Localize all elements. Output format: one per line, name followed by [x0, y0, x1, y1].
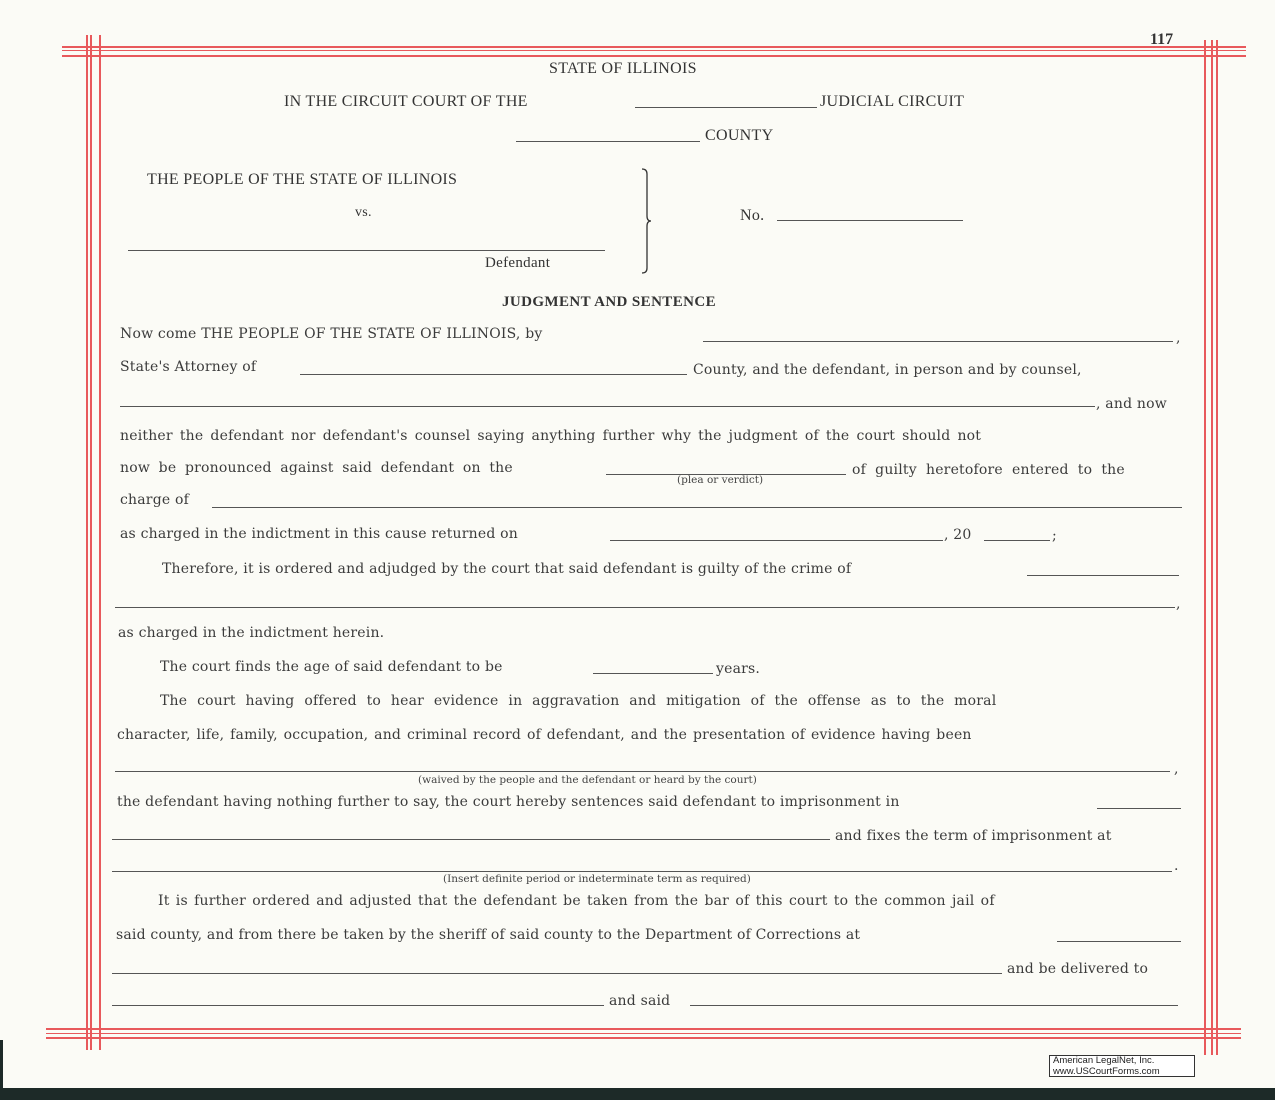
border-left-3	[99, 35, 101, 1050]
line-years: years.	[716, 661, 761, 677]
line-further-ordered: It is further ordered and adjusted that the defendant be taken from the bar of this court to the common jail of	[158, 893, 995, 909]
corrections-location-field-1[interactable]	[1057, 941, 1181, 942]
line-now-come: Now come THE PEOPLE OF THE STATE OF ILLINOIS, by	[120, 326, 543, 342]
charge-field[interactable]	[212, 507, 1182, 508]
case-no-label: No.	[740, 207, 765, 224]
crime-field-1[interactable]	[1027, 575, 1179, 576]
indictment-year-field[interactable]	[984, 540, 1050, 541]
publisher-name: American LegalNet, Inc.	[1053, 1055, 1155, 1066]
line-states-attorney: State's Attorney of	[120, 359, 257, 375]
border-right-3	[1216, 40, 1218, 1055]
line-charge-of: charge of	[120, 492, 190, 508]
court-prefix: IN THE CIRCUIT COURT OF THE	[284, 93, 528, 110]
line-now-be-pronounced: now be pronounced against said defendant on the	[120, 460, 513, 476]
term-field[interactable]	[112, 871, 1172, 872]
line-neither: neither the defendant nor defendant's counsel saying anything further why the judgment of the court should not	[120, 428, 982, 444]
line-14-comma: ,	[1174, 761, 1179, 777]
indictment-date-field[interactable]	[610, 540, 943, 541]
publisher-credit	[1049, 1055, 1195, 1077]
case-number-field[interactable]	[777, 220, 963, 221]
defendant-label: Defendant	[485, 255, 551, 271]
line-delivered-to: and be delivered to	[1007, 961, 1149, 977]
line-and-said: and said	[609, 993, 671, 1009]
line-sheriff: said county, and from there be taken by the sheriff of said county to the Department of Corrections at	[116, 927, 861, 943]
border-left-2	[90, 35, 92, 1050]
caption-brace-icon	[640, 168, 654, 274]
imprisonment-place-field-2[interactable]	[112, 839, 830, 840]
versus-label: vs.	[355, 205, 372, 220]
line-of-guilty: of guilty heretofore entered to the	[852, 462, 1125, 478]
line-and-now: , and now	[1096, 396, 1167, 412]
judicial-circuit-field[interactable]	[635, 107, 817, 108]
line-age: The court finds the age of said defendant to be	[160, 659, 503, 675]
states-attorney-county-field[interactable]	[300, 374, 687, 375]
line-9-comma: ,	[1176, 596, 1181, 612]
document-title: JUDGMENT AND SENTENCE	[502, 294, 716, 310]
scan-edge-bottom	[0, 1088, 1275, 1100]
and-said-field[interactable]	[690, 1005, 1178, 1006]
delivered-to-field[interactable]	[112, 1005, 604, 1006]
county-field[interactable]	[516, 141, 700, 142]
county-label: COUNTY	[705, 127, 774, 144]
line-fixes-term: and fixes the term of imprisonment at	[835, 828, 1112, 844]
line-17-period: .	[1174, 858, 1179, 874]
line-character: character, life, family, occupation, and criminal record of defendant, and the presentation of evidence having been	[117, 727, 972, 743]
state-heading: STATE OF ILLINOIS	[549, 60, 697, 77]
border-bottom-2	[46, 1033, 1241, 1034]
counsel-name-field[interactable]	[120, 406, 1095, 407]
defendant-name-field[interactable]	[128, 250, 605, 251]
border-top-2	[62, 50, 1246, 51]
line-as-charged-herein: as charged in the indictment herein.	[118, 625, 385, 641]
line-1-comma: ,	[1176, 330, 1181, 346]
border-right-2	[1211, 40, 1213, 1055]
line-sentences: the defendant having nothing further to say, the court hereby sentences said defendant to imprisonment in	[117, 794, 900, 810]
crime-field-2[interactable]	[115, 607, 1175, 608]
evidence-status-field[interactable]	[115, 771, 1170, 772]
line-7-semicolon: ;	[1052, 528, 1057, 544]
plea-or-verdict-hint: (plea or verdict)	[677, 474, 764, 486]
line-therefore: Therefore, it is ordered and adjudged by the court that said defendant is guilty of the crime of	[162, 561, 852, 577]
line-county-defendant: County, and the defendant, in person and by counsel,	[693, 362, 1082, 378]
term-hint: (Insert definite period or indeterminate term as required)	[443, 873, 751, 885]
border-right-1	[1204, 40, 1206, 1055]
age-field[interactable]	[593, 673, 713, 674]
publisher-url[interactable]: www.USCourtForms.com	[1053, 1065, 1160, 1077]
corrections-location-field-2[interactable]	[112, 973, 1002, 974]
plaintiff-name: THE PEOPLE OF THE STATE OF ILLINOIS	[147, 171, 458, 188]
border-bottom-3	[46, 1037, 1241, 1039]
scan-edge-left	[0, 1040, 3, 1100]
year-prefix: , 20	[944, 527, 972, 543]
court-suffix: JUDICIAL CIRCUIT	[820, 93, 965, 110]
border-bottom-1	[46, 1028, 1241, 1030]
evidence-status-hint: (waived by the people and the defendant or heard by the court)	[418, 774, 757, 786]
line-court-having-offered: The court having offered to hear evidence in aggravation and mitigation of the offense as to the moral	[160, 693, 997, 709]
imprisonment-place-field-1[interactable]	[1097, 808, 1181, 809]
page-number: 117	[1150, 31, 1174, 48]
border-top-3	[62, 55, 1246, 57]
attorney-name-field[interactable]	[703, 341, 1173, 342]
line-indictment-returned: as charged in the indictment in this cause returned on	[120, 526, 519, 542]
border-top-1	[62, 46, 1246, 48]
border-left-1	[86, 35, 88, 1050]
